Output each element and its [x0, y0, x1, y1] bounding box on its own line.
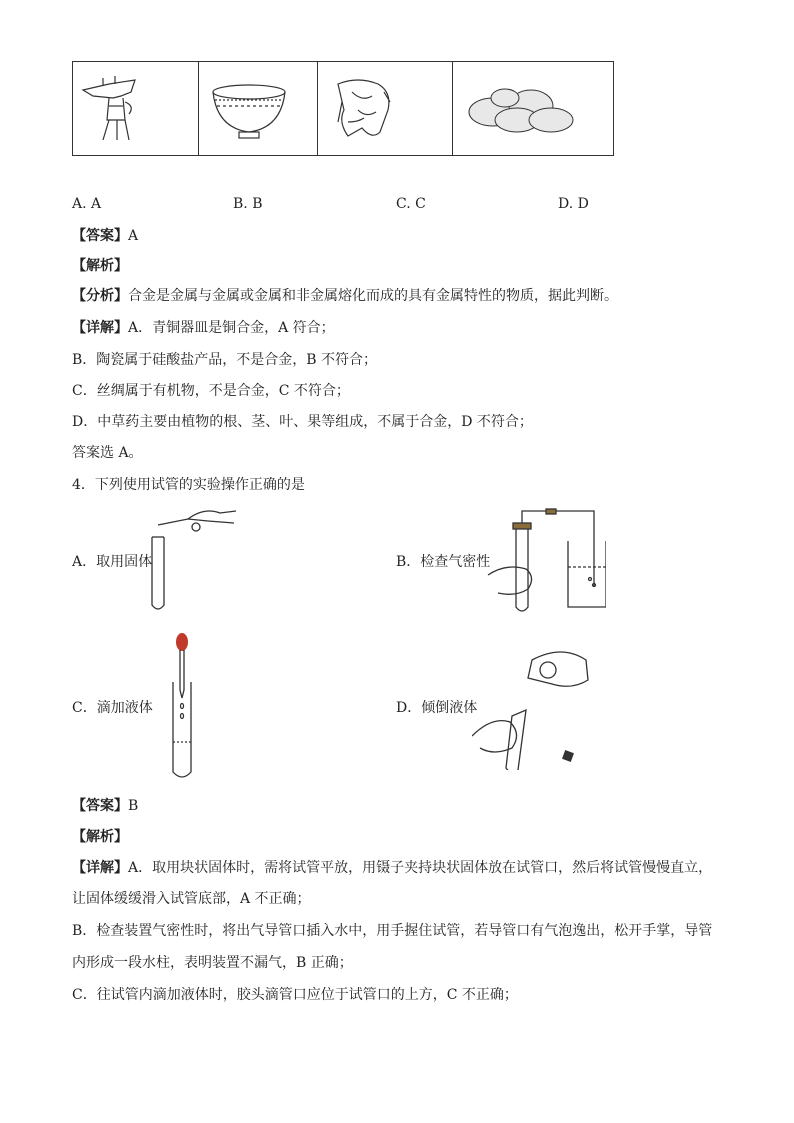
detail-tag: 【详解】 [72, 320, 128, 336]
q3-detail-d: D．中草药主要由植物的根、茎、叶、果等组成，不属于合金，D 不符合； [72, 414, 533, 430]
option-b[interactable]: B. B [233, 196, 263, 212]
option-c[interactable]: C. C [396, 196, 426, 212]
q3-fenxi-line [72, 286, 618, 306]
cell-silk-fabric [318, 62, 453, 156]
cell-herbal-medicine [453, 62, 614, 156]
q4-answer-value: B [128, 798, 139, 814]
option-a[interactable]: A. A [72, 196, 102, 212]
cell-bronze-vessel [73, 62, 199, 156]
image-table [72, 61, 614, 156]
q4-detail-b2: 内形成一段水柱，表明装置不漏气，B 正确； [72, 955, 353, 971]
detail-a-text: A．青铜器皿是铜合金，A 符合； [128, 320, 335, 336]
q4-detail-a1 [72, 858, 712, 878]
airtightness-diagram [486, 507, 606, 615]
option-d[interactable]: D. D [558, 196, 589, 212]
q4-option-d-label[interactable]: D．倾倒液体 [396, 700, 478, 716]
q4-answer-tag: 【答案】 [72, 798, 128, 814]
porcelain-bowl-image [199, 62, 317, 155]
q4-analysis-tag: 【解析】 [72, 829, 128, 845]
q3-detail-c: C．丝绸属于有机物，不是合金，C 不符合； [72, 383, 350, 399]
cell-porcelain-bowl [199, 62, 318, 156]
drop-liquid-diagram [165, 632, 205, 782]
q3-detail-a [72, 318, 335, 338]
herbal-medicine-image [453, 62, 613, 155]
q4-detail-a1-text: A．取用块状固体时，需将试管平放，用镊子夹持块状固体放在试管口，然后将试管慢慢直立， [128, 860, 713, 876]
q3-answer-line [72, 226, 138, 246]
q3-detail-b: B．陶瓷属于硅酸盐产品，不是合金，B 不符合； [72, 352, 378, 368]
q4-detail-a2: 让固体缓缓滑入试管底部，A 不正确； [72, 891, 311, 907]
q3-analysis-tag: 【解析】 [72, 258, 128, 274]
pour-liquid-diagram [472, 640, 592, 770]
q4-option-b-label[interactable]: B．检查气密性 [396, 554, 491, 570]
q4-option-a-label[interactable]: A．取用固体 [72, 554, 153, 570]
fenxi-text: 合金是金属与金属或金属和非金属熔化而成的具有金属特性的物质，据此判断。 [128, 288, 618, 304]
bronze-vessel-image [73, 62, 198, 155]
q4-stem: 4．下列使用试管的实验操作正确的是 [72, 477, 305, 493]
answer-tag: 【答案】 [72, 228, 128, 244]
q4-option-c-label[interactable]: C．滴加液体 [72, 700, 153, 716]
q4-detail-c: C．往试管内滴加液体时，胶头滴管口应位于试管口的上方，C 不正确； [72, 987, 518, 1003]
answer-value: A [128, 228, 139, 244]
fenxi-tag: 【分析】 [72, 288, 128, 304]
silk-fabric-image [318, 62, 452, 155]
take-solid-diagram [148, 505, 240, 615]
q4-answer-line [72, 796, 138, 816]
q4-detail-tag: 【详解】 [72, 860, 128, 876]
q3-conclusion: 答案选 A。 [72, 445, 143, 461]
q4-detail-b1: B．检查装置气密性时，将出气导管口插入水中，用手握住试管，若导管口有气泡逸出，松开手掌，导管 [72, 923, 713, 939]
